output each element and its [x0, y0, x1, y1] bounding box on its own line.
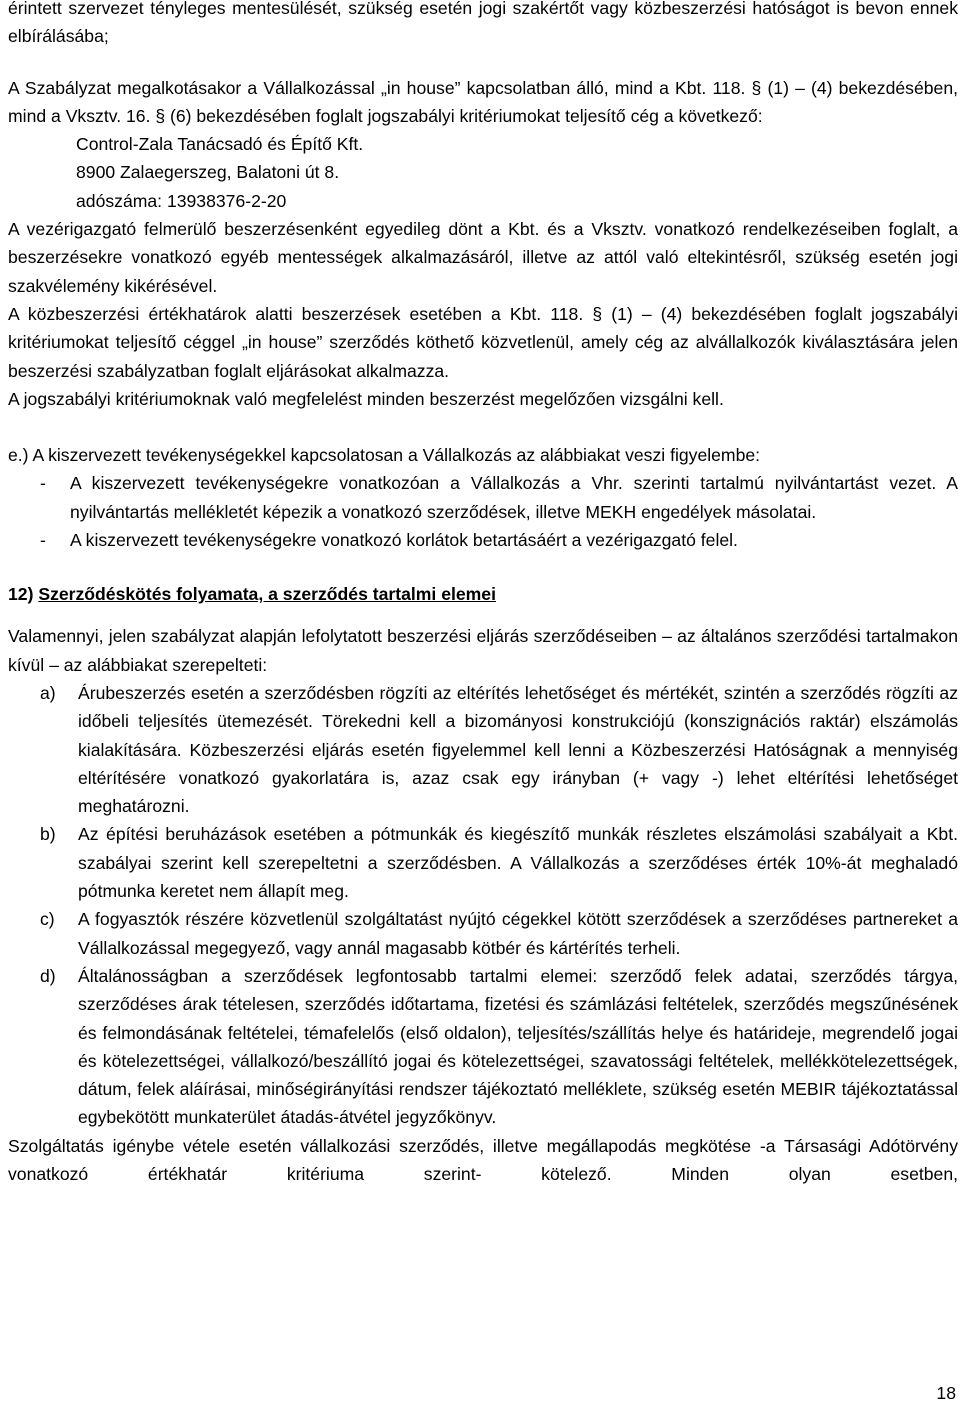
- item-marker: b): [40, 824, 56, 845]
- page-number: 18: [936, 1383, 956, 1403]
- contract-item-text: Árubeszerzés esetén a szerződésben rögzíti az eltérítés lehetőséget és mértékét, szintén a szerződés rögzíti az időbeli teljesítés ütemezését. Törekedni kell a bizományosi konstrukciójú (konszignációs raktár) elszámolás kialakítására. Közbeszerzési eljárás esetén figyelemmel kell lenni a Közbeszerzési Hatóságnak a mennyiség eltérítésére vonatkozó gyakorlatára is, azaz csak egy irányban (+ vagy -) lehet eltérítési lehetőséget meghatározni.: [78, 682, 958, 817]
- contract-item: [8, 905, 958, 962]
- section-lead: Valamennyi, jelen szabályzat alapján lefolytatott beszerzési eljárás szerződéseiben – az általános szerződési tartalmakon kívül – az alábbiakat szerepelteti:: [8, 626, 958, 675]
- dash-marker: -: [40, 473, 46, 494]
- outsourced-item-text: A kiszervezett tevékenységekre vonatkozóan a Vállalkozás a Vhr. szerinti tartalmú nyilvántartást vezet. A nyilvántartás mellékletét képezik a vonatkozó szerződések, illetve MEKH engedélyek másolatai.: [70, 473, 958, 522]
- paragraph-thresholds: A közbeszerzési értékhatárok alatti beszerzések esetében a Kbt. 118. § (1) – (4) bekezdésében foglalt jogszabályi kritériumokat teljesítő céggel „in house” szerződés köthető közvetlenül, amely cég az alvállalkozók kiválasztására jelen beszerzési szabályzatban foglalt eljárásokat alkalmazza.: [8, 303, 958, 381]
- contract-item: [8, 820, 958, 905]
- paragraph-in-house: A Szabályzat megalkotásakor a Vállalkozással „in house” kapcsolatban álló, mind a Kbt. 118. § (1) – (4) bekezdésében, mind a Vksztv. 16. § (6) bekezdésében foglalt jogszabályi kritériumokat teljesítő cég a következő:: [8, 77, 958, 126]
- document-page: [8, 0, 958, 1188]
- outsourced-item: [8, 526, 958, 554]
- outsourced-item: [8, 469, 958, 526]
- paragraph-continuation: érintett szervezet tényleges mentesülését, szükség esetén jogi szakértőt vagy közbeszerzési hatóságot is bevon ennek elbírálásába;: [8, 0, 958, 47]
- company-address: 8900 Zalaegerszeg, Balatoni út 8.: [76, 162, 340, 183]
- outsourced-lead: e.) A kiszervezett tevékenységekkel kapcsolatosan a Vállalkozás az alábbiakat veszi figyelembe:: [8, 445, 761, 466]
- dash-marker: -: [40, 530, 46, 551]
- section-number: 12): [8, 584, 34, 605]
- item-marker: a): [40, 682, 56, 703]
- item-marker: c): [40, 909, 55, 930]
- item-marker: d): [40, 965, 56, 986]
- section-heading: [8, 580, 958, 608]
- outsourced-item-text: A kiszervezett tevékenységekre vonatkozó korlátok betartásáért a vezérigazgató felel.: [70, 530, 738, 551]
- section-title: Szerződéskötés folyamata, a szerződés tartalmi elemei: [38, 584, 496, 605]
- contract-item-text: Általánosságban a szerződések legfontosabb tartalmi elemei: szerződő felek adatai, szerződés tárgya, szerződéses árak tételesen, szerződés időtartama, fizetési és számlázási feltételek, szerződés megszűnésének és felmondásának feltételei, témafelelős (első oldalon), teljesítés/szállítás helye és határideje, megrendelő jogai és kötelezettségei, vállalkozó/beszállító jogai és kötelezettségei, szavatossági feltételek, mellékkötelezettségek, dátum, felek aláírásai, minőségirányítási rendszer tájékoztató melléklete, szükség esetén MEBIR tájékoztatással egybekötött munkaterület átadás-átvétel jegyzőkönyv.: [78, 965, 958, 1128]
- company-tax-number: adószáma: 13938376-2-20: [76, 190, 287, 211]
- contract-item-text: Az építési beruházások esetében a pótmunkák és kiegészítő munkák részletes elszámolási szabályait a Kbt. szabályai szerint kell szerepeltetni a szerződésben. A Vállalkozás a szerződéses érték 10%-át meghaladó pótmunka keretet nem állapít meg.: [78, 824, 958, 902]
- contract-item: [8, 962, 958, 1132]
- paragraph-criteria-check: A jogszabályi kritériumoknak való megfelelést minden beszerzést megelőzően vizsgálni kell.: [8, 388, 724, 409]
- closing-paragraph: Szolgáltatás igénybe vétele esetén vállalkozási szerződés, illetve megállapodás megkötése -a Társasági Adótörvény vonatkozó értékhatár kritériuma szerint- kötelező. Minden olyan esetben,: [8, 1135, 958, 1184]
- contract-item: [8, 679, 958, 820]
- contract-item-text: A fogyasztók részére közvetlenül szolgáltatást nyújtó cégekkel kötött szerződések a szerződéses partnereket a Vállalkozással megegyező, vagy annál magasabb kötbér és kártérítés terheli.: [78, 909, 958, 958]
- paragraph-ceo-decision: A vezérigazgató felmerülő beszerzésenként egyedileg dönt a Kbt. és a Vksztv. vonatkozó rendelkezéseiben foglalt, a beszerzésekre vonatkozó egyéb mentességek alkalmazásáról, illetve az attól való eltekintésről, szükség esetén jogi szakvélemény kikérésével.: [8, 219, 958, 296]
- company-name: Control-Zala Tanácsadó és Építő Kft.: [76, 134, 364, 155]
